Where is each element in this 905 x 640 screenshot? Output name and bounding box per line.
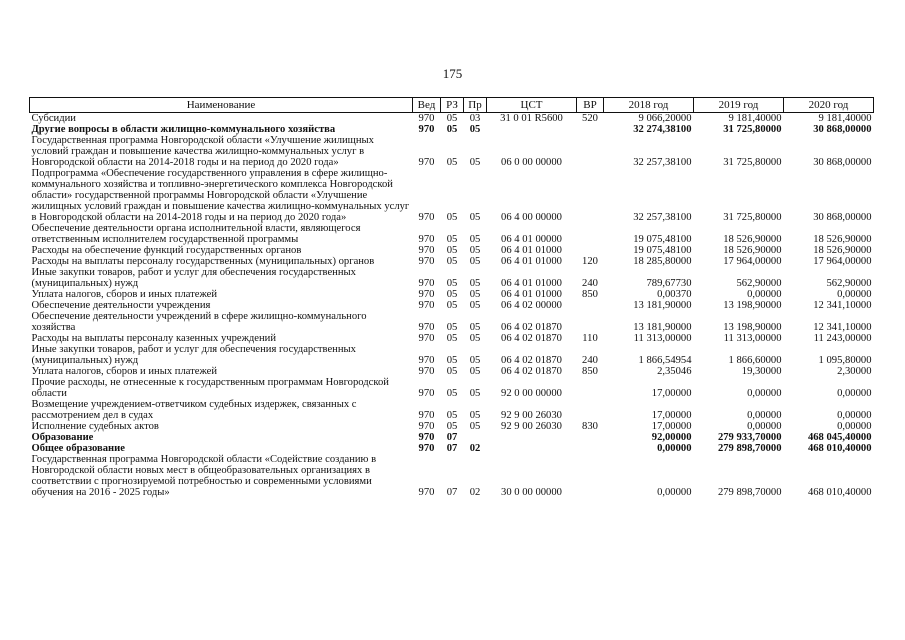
cell-vr [577,432,604,443]
cell-vr [577,311,604,333]
cell-ved: 970 [418,333,435,344]
cell-pr: 05 [469,289,481,300]
cell-ved: 970 [418,234,435,245]
cell-pr: 05 [469,322,481,333]
cell-cst [487,443,577,454]
cell-ved: 970 [418,212,435,223]
cell-2019: 0,00000 [747,410,782,421]
cell-pr: 02 [469,443,481,454]
cell-ved: 970 [418,278,435,289]
cell-2018: 13 181,90000 [633,322,692,333]
cell-2020: 18 526,90000 [813,234,872,245]
cell-2019: 0,00000 [747,421,782,432]
cell-vr [577,168,604,223]
cell-cst: 06 4 01 00000 [501,234,562,245]
table-row [30,399,874,421]
cell-2019: 0,00000 [747,289,782,300]
cell-2019: 279 933,70000 [717,432,782,443]
table-row [30,333,874,344]
cell-rz: 05 [446,212,458,223]
cell-2018: 18 285,80000 [633,256,692,267]
cell-name: Расходы на обеспечение функций государственных органов [31,245,302,256]
cell-ved: 970 [418,421,435,432]
cell-ved: 970 [418,256,435,267]
cell-pr [464,432,487,443]
cell-2020: 468 010,40000 [807,487,872,498]
cell-2018: 19 075,48100 [633,245,692,256]
cell-2018: 17,00000 [651,421,692,432]
cell-2018: 1 866,54954 [638,355,692,366]
cell-2019: 31 725,80000 [723,124,782,135]
cell-vr: 850 [582,289,598,300]
cell-2020: 468 045,40000 [807,432,872,443]
cell-ved: 970 [418,366,435,377]
header-name: Наименование [30,98,413,113]
table-row [30,300,874,311]
table-row [30,454,874,498]
table-row [30,245,874,256]
cell-2020: 12 341,10000 [813,300,872,311]
cell-2018: 32 257,38100 [633,157,692,168]
cell-2018: 789,67730 [646,278,692,289]
cell-pr: 02 [469,487,481,498]
cell-ved: 970 [418,245,435,256]
cell-cst: 92 0 00 00000 [501,388,562,399]
table-row [30,366,874,377]
cell-rz: 05 [446,157,458,168]
header-2018: 2018 год [604,98,694,113]
budget-table [29,97,874,498]
cell-2019: 13 198,90000 [723,322,782,333]
cell-2018: 9 066,20000 [638,113,692,124]
cell-ved: 970 [418,432,435,443]
cell-2020: 18 526,90000 [813,245,872,256]
cell-vr: 850 [582,366,598,377]
cell-rz: 05 [446,410,458,421]
cell-name: Общее образование [31,443,125,454]
cell-vr [577,223,604,245]
cell-pr: 05 [469,388,481,399]
cell-name: Уплата налогов, сборов и иных платежей [31,289,218,300]
cell-rz: 05 [446,300,458,311]
cell-vr [577,245,604,256]
cell-ved: 970 [418,289,435,300]
cell-pr: 05 [469,410,481,421]
cell-2018: 13 181,90000 [633,300,692,311]
cell-cst: 06 4 01 01000 [501,256,562,267]
cell-2018: 0,00000 [657,443,692,454]
cell-ved: 970 [418,388,435,399]
cell-2019: 19,30000 [741,366,782,377]
cell-vr [577,454,604,498]
cell-name: Расходы на выплаты персоналу государственных (муниципальных) органов [31,256,375,267]
cell-2020: 30 868,00000 [813,124,872,135]
table-row [30,168,874,223]
cell-cst [487,124,577,135]
cell-2020: 17 964,00000 [813,256,872,267]
table-row [30,256,874,267]
cell-cst: 06 4 02 01870 [501,333,562,344]
table-row [30,432,874,443]
cell-vr [577,300,604,311]
cell-2019: 1 866,60000 [728,355,782,366]
cell-2019: 11 313,00000 [723,333,782,344]
cell-2020: 0,00000 [837,421,872,432]
cell-rz: 05 [446,124,458,135]
table-row [30,289,874,300]
cell-pr: 05 [469,124,481,135]
cell-2020: 12 341,10000 [813,322,872,333]
cell-vr: 520 [582,113,598,124]
table-header-row [30,98,874,113]
cell-pr: 05 [469,157,481,168]
cell-cst: 06 0 00 00000 [501,157,562,168]
cell-2020: 1 095,80000 [818,355,872,366]
cell-2020: 30 868,00000 [813,157,872,168]
cell-2018: 0,00000 [657,487,692,498]
table-row [30,223,874,245]
cell-rz: 05 [446,256,458,267]
cell-2018: 19 075,48100 [633,234,692,245]
cell-cst: 06 4 00 00000 [501,212,562,223]
cell-name: Возмещение учреждением-ответчиком судебных издержек, связанных с рассмотрением дел в судах [31,399,357,421]
header-ved: Вед [413,98,441,113]
cell-2019: 18 526,90000 [723,245,782,256]
cell-cst: 06 4 02 01870 [501,322,562,333]
cell-rz: 05 [446,333,458,344]
cell-name: Иные закупки товаров, работ и услуг для обеспечения государственных (муниципальных) нужд [31,344,356,366]
cell-rz: 05 [446,245,458,256]
cell-pr: 05 [469,355,481,366]
cell-rz: 07 [446,487,458,498]
table-row [30,135,874,168]
cell-2020: 468 010,40000 [807,443,872,454]
cell-pr: 05 [469,256,481,267]
cell-cst: 06 4 02 01870 [501,355,562,366]
cell-rz: 07 [446,432,458,443]
header-pr: Пр [464,98,487,113]
cell-2018: 92,00000 [651,432,692,443]
cell-vr [577,377,604,399]
cell-rz: 05 [446,113,458,124]
cell-2020: 562,90000 [826,278,872,289]
header-2019: 2019 год [694,98,784,113]
cell-vr [577,135,604,168]
cell-2020: 0,00000 [837,289,872,300]
cell-cst: 06 4 01 01000 [501,245,562,256]
table-body [30,113,874,499]
cell-ved: 970 [418,410,435,421]
cell-2020: 0,00000 [837,388,872,399]
cell-cst: 06 4 01 01000 [501,289,562,300]
table-row [30,344,874,366]
cell-pr: 05 [469,278,481,289]
cell-ved: 970 [418,157,435,168]
cell-2018: 17,00000 [651,410,692,421]
cell-name: Исполнение судебных актов [31,421,159,432]
cell-name: Расходы на выплаты персоналу казенных учреждений [31,333,276,344]
cell-ved: 970 [418,487,435,498]
cell-pr: 05 [469,421,481,432]
cell-rz: 05 [446,366,458,377]
cell-ved: 970 [418,443,435,454]
header-vr: ВР [577,98,604,113]
cell-name: Подпрограмма «Обеспечение государственного управления в сфере жилищно-коммунального хозяйства и топливно-энергетического комплекса Новгородской области» государственной программы Новгородской области «Улучшение жилищных условий граждан и повышение качества жилищно-коммунальных услуг в Новгородской области на 2014-2018 годы и на период до 2020 года» [31,168,410,223]
cell-2020: 2,30000 [837,366,872,377]
cell-2020: 0,00000 [837,410,872,421]
cell-rz: 05 [446,388,458,399]
cell-pr: 05 [469,300,481,311]
table-row [30,443,874,454]
cell-vr [577,124,604,135]
cell-rz: 05 [446,355,458,366]
cell-name: Иные закупки товаров, работ и услуг для обеспечения государственных (муниципальных) нужд [31,267,356,289]
cell-vr: 120 [582,256,598,267]
cell-cst: 06 4 02 01870 [501,366,562,377]
cell-2019: 18 526,90000 [723,234,782,245]
cell-rz: 05 [446,322,458,333]
cell-name: Субсидии [31,113,76,124]
cell-name: Прочие расходы, не отнесенные к государственным программам Новгородской области [31,377,389,399]
header-rz: РЗ [441,98,464,113]
cell-pr: 05 [469,234,481,245]
cell-cst: 31 0 01 R5600 [500,113,563,124]
cell-2020: 9 181,40000 [818,113,872,124]
cell-vr: 240 [582,355,598,366]
cell-vr: 830 [582,421,598,432]
page-number: 175 [442,66,463,81]
cell-ved: 970 [418,355,435,366]
cell-ved: 970 [418,124,435,135]
cell-name: Обеспечение деятельности учреждений в сфере жилищно-коммунального хозяйства [31,311,367,333]
cell-2020: 30 868,00000 [813,212,872,223]
cell-name: Образование [31,432,94,443]
cell-cst: 30 0 00 00000 [501,487,562,498]
cell-2019: 31 725,80000 [723,157,782,168]
header-2020: 2020 год [784,98,874,113]
cell-name: Уплата налогов, сборов и иных платежей [31,366,218,377]
table-row [30,124,874,135]
cell-2018: 32 257,38100 [633,212,692,223]
cell-vr: 110 [582,333,598,344]
cell-cst: 92 9 00 26030 [501,421,562,432]
cell-2019: 17 964,00000 [723,256,782,267]
cell-vr [577,443,604,454]
cell-2019: 279 898,70000 [717,487,782,498]
cell-name: Обеспечение деятельности учреждения [31,300,211,311]
cell-pr: 05 [469,333,481,344]
cell-2018: 11 313,00000 [633,333,692,344]
cell-cst: 92 9 00 26030 [501,410,562,421]
cell-2019: 279 898,70000 [717,443,782,454]
cell-pr: 05 [469,366,481,377]
cell-2018: 2,35046 [657,366,692,377]
table-row [30,311,874,333]
cell-vr [577,399,604,421]
cell-ved: 970 [418,300,435,311]
cell-2019: 562,90000 [736,278,782,289]
cell-vr: 240 [582,278,598,289]
cell-2019: 9 181,40000 [728,113,782,124]
cell-rz: 05 [446,278,458,289]
cell-2019: 31 725,80000 [723,212,782,223]
cell-ved: 970 [418,322,435,333]
cell-2020: 11 243,00000 [813,333,872,344]
cell-rz: 05 [446,421,458,432]
table-row [30,377,874,399]
cell-cst [487,432,577,443]
cell-2018: 17,00000 [651,388,692,399]
cell-name: Обеспечение деятельности органа исполнительной власти, являющегося ответственным исполнителем государственной программы [31,223,361,245]
table-row [30,267,874,289]
cell-pr: 05 [469,245,481,256]
cell-name: Другие вопросы в области жилищно-коммунального хозяйства [31,124,336,135]
cell-cst: 06 4 01 01000 [501,278,562,289]
cell-2019: 13 198,90000 [723,300,782,311]
cell-name: Государственная программа Новгородской области «Содействие созданию в Новгородской области новых мест в общеобразовательных организациях в соответствии с прогнозируемой потребностью и современными условиями обучения на 2016 - 2025 годы» [31,454,377,498]
cell-2018: 32 274,38100 [633,124,692,135]
cell-rz: 05 [446,234,458,245]
table-row [30,421,874,432]
cell-ved: 970 [418,113,435,124]
cell-rz: 05 [446,289,458,300]
cell-pr: 03 [469,113,481,124]
cell-pr: 05 [469,212,481,223]
header-cst: ЦСТ [487,98,577,113]
cell-rz: 07 [446,443,458,454]
cell-cst: 06 4 02 00000 [501,300,562,311]
table-row [30,113,874,125]
cell-name: Государственная программа Новгородской области «Улучшение жилищных условий граждан и повышение качества жилищно-коммунальных услуг в Новгородской области на 2014-2018 годы и на период до 2020 года» [31,135,374,168]
cell-2018: 0,00370 [657,289,692,300]
cell-2019: 0,00000 [747,388,782,399]
